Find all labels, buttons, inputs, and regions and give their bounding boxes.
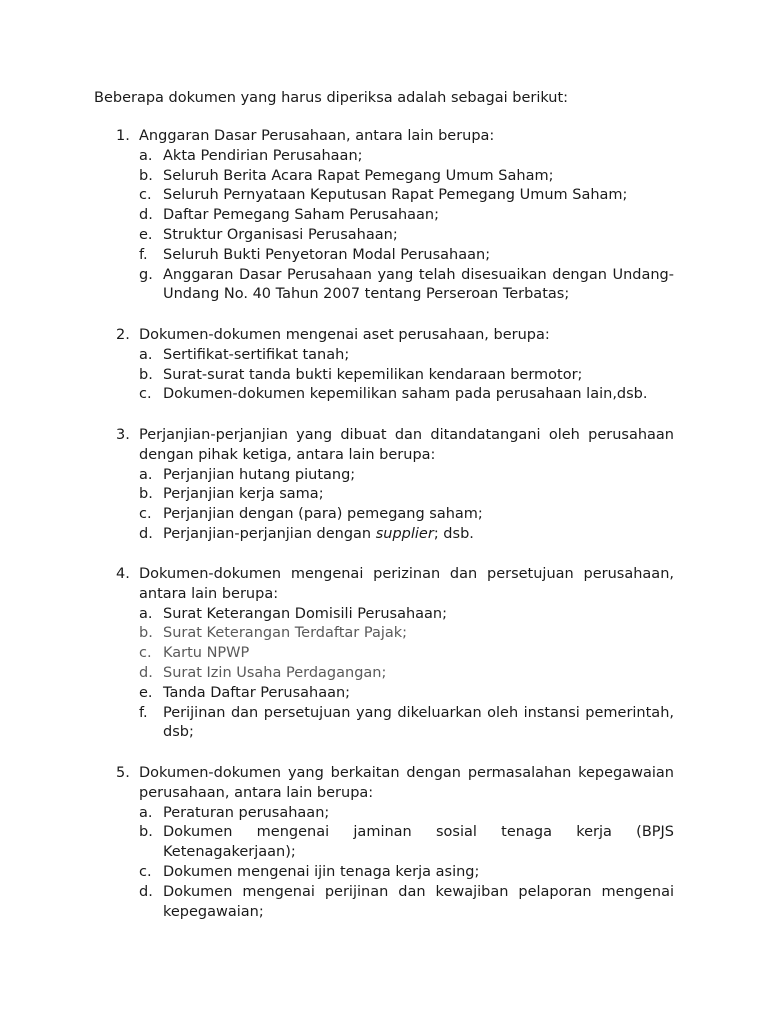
italic-term: supplier — [375, 525, 434, 542]
list-item: c. Perjanjian dengan (para) pemegang saham; — [139, 506, 483, 523]
list-item: a. Sertifikat-sertifikat tanah; — [139, 346, 350, 363]
section-4 — [0, 565, 768, 743]
list-item: a. Peraturan perusahaan; — [139, 804, 330, 821]
section-heading — [0, 565, 768, 585]
list-item-continuation: dsb; — [163, 724, 194, 741]
list-item: a. Surat Keterangan Domisili Perusahaan; — [139, 605, 447, 622]
section-number: 2. — [116, 327, 130, 343]
list-item: g. Anggaran Dasar Perusahaan yang telah disesuaikan dengan Undang- — [139, 266, 674, 283]
list-item-continuation: kepegawaian; — [163, 903, 264, 920]
section-heading-continuation: dengan pihak ketiga, antara lain berupa: — [139, 446, 436, 463]
list-item: b. Dokumen mengenai jaminan sosial tenaga kerja (BPJS — [139, 824, 674, 841]
list-item-continuation: Ketenagakerjaan); — [163, 844, 296, 861]
section-number: 1. — [116, 128, 130, 144]
intro-text: Beberapa dokumen yang harus diperiksa adalah sebagai berikut: — [94, 90, 569, 106]
section-heading — [0, 127, 768, 147]
list-item: b. Surat Keterangan Terdaftar Pajak; — [139, 625, 408, 642]
list-item: c. Dokumen mengenai ijin tenaga kerja asing; — [139, 863, 480, 880]
list-item: f. Perijinan dan persetujuan yang dikeluarkan oleh instansi pemerintah, — [139, 704, 674, 721]
section-number: 3. — [116, 427, 130, 443]
list-item: d. Surat Izin Usaha Perdagangan; — [139, 664, 387, 681]
list-item-continuation: Undang No. 40 Tahun 2007 tentang Perseroan Terbatas; — [163, 286, 570, 303]
section-heading — [0, 764, 768, 784]
section-number: 4. — [116, 566, 130, 582]
section-title: Dokumen-dokumen mengenai aset perusahaan, berupa: — [139, 327, 550, 343]
section-2 — [0, 326, 768, 405]
section-5 — [0, 764, 768, 922]
section-heading — [0, 426, 768, 446]
section-title: Dokumen-dokumen mengenai perizinan dan persetujuan perusahaan, — [139, 566, 674, 582]
section-title: Dokumen-dokumen yang berkaitan dengan permasalahan kepegawaian — [139, 765, 674, 781]
list-item: a. Perjanjian hutang piutang; — [139, 466, 356, 483]
list-item: f. Seluruh Bukti Penyetoran Modal Perusahaan; — [139, 246, 491, 263]
list-item: d. Perjanjian-perjanjian dengan supplier; dsb. — [139, 525, 474, 542]
section-heading-continuation: antara lain berupa: — [139, 585, 279, 602]
section-title: Perjanjian-perjanjian yang dibuat dan ditandatangani oleh perusahaan — [139, 427, 674, 443]
list-item: c. Seluruh Pernyataan Keputusan Rapat Pemegang Umum Saham; — [139, 187, 628, 204]
list-item: c. Kartu NPWP — [139, 645, 250, 662]
list-item: d. Daftar Pemegang Saham Perusahaan; — [139, 207, 440, 224]
list-item: a. Akta Pendirian Perusahaan; — [139, 147, 363, 164]
section-title: Anggaran Dasar Perusahaan, antara lain berupa: — [139, 128, 495, 144]
section-heading — [0, 326, 768, 346]
list-item: b. Perjanjian kerja sama; — [139, 486, 324, 503]
list-item: b. Surat-surat tanda bukti kepemilikan kendaraan bermotor; — [139, 366, 583, 383]
list-item: d. Dokumen mengenai perijinan dan kewajiban pelaporan mengenai — [139, 883, 674, 900]
section-number: 5. — [116, 765, 130, 781]
section-heading-continuation: perusahaan, antara lain berupa: — [139, 784, 374, 801]
list-item: c. Dokumen-dokumen kepemilikan saham pada perusahaan lain,dsb. — [139, 386, 648, 403]
list-item: e. Tanda Daftar Perusahaan; — [139, 684, 351, 701]
list-item: b. Seluruh Berita Acara Rapat Pemegang Umum Saham; — [139, 167, 554, 184]
list-item: e. Struktur Organisasi Perusahaan; — [139, 226, 398, 243]
section-3 — [0, 426, 768, 545]
section-1 — [0, 127, 768, 305]
